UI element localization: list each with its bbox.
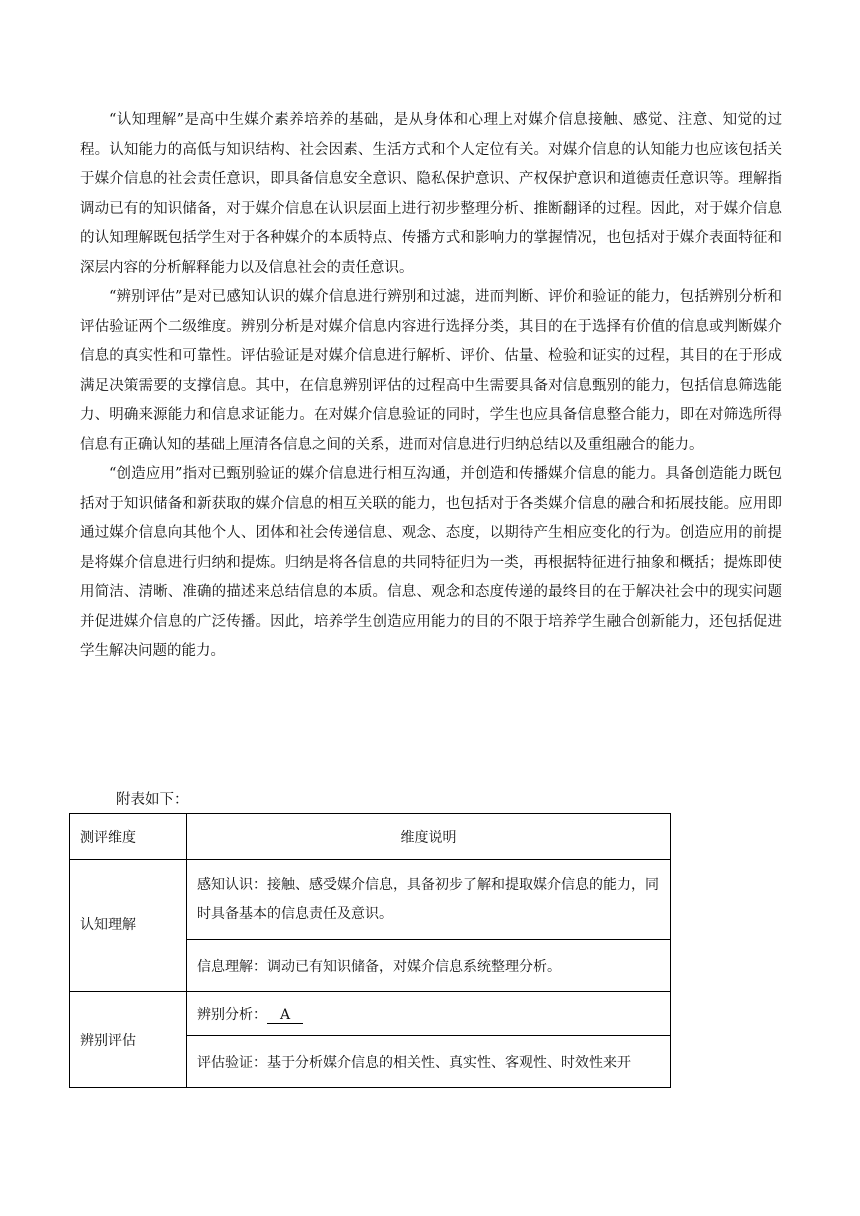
- header-dimension: 测评维度: [70, 814, 187, 860]
- paragraph-discrimination: “辨别评估”是对已感知认识的媒介信息进行辨别和过滤，进而判断、评价和验证的能力，包括辨别分析和评估验证两个二级维度。辨别分析是对媒介信息内容进行选择分类，其目的在于选择有价值的信息或判断媒介信息的真实性和可靠性。评估验证是对媒介信息进行解析、评价、估量、检验和证实的过程，其目的在于形成满足决策需要的支撑信息。其中，在信息辨别评估的过程高中生需要具备对信息甄别的能力，包括信息筛选能力、明确来源能力和信息求证能力。在对媒介信息验证的同时，学生也应具备信息整合能力，即在对筛选所得信息有正确认知的基础上厘清各信息之间的关系，进而对信息进行归纳总结以及重组融合的能力。: [80, 289, 782, 453]
- description-analysis: [187, 992, 671, 1036]
- table-row: [70, 860, 671, 940]
- dimension-cognition: 认知理解: [70, 860, 187, 992]
- table-header-row: [70, 814, 671, 860]
- dimension-discrimination: 辨别评估: [70, 992, 187, 1088]
- analysis-prefix: 辨别分析：: [197, 1006, 267, 1023]
- body-text: [80, 106, 782, 667]
- table-caption: 附表如下：: [116, 792, 189, 808]
- table-row: [70, 992, 671, 1036]
- description-perception: 感知认识：接触、感受媒介信息，具备初步了解和提取媒介信息的能力，同时具备基本的信息责任及意识。: [187, 860, 671, 940]
- description-understanding: 信息理解：调动已有知识储备，对媒介信息系统整理分析。: [187, 940, 671, 992]
- paragraph-creation: “创造应用”指对已甄别验证的媒介信息进行相互沟通，并创造和传播媒介信息的能力。具备创造能力既包括对于知识储备和新获取的媒介信息的相互关联的能力，也包括对于各类媒介信息的融合和拓展技能。应用即通过媒介信息向其他个人、团体和社会传递信息、观念、态度，以期待产生相应变化的行为。创造应用的前提是将媒介信息进行归纳和提炼。归纳是将各信息的共同特征归为一类，再根据特征进行抽象和概括；提炼即使用简洁、清晰、准确的描述来总结信息的本质。信息、观念和态度传递的最终目的在于解决社会中的现实问题并促进媒介信息的广泛传播。因此，培养学生创造应用能力的目的不限于培养学生融合创新能力，还包括促进学生解决问题的能力。: [80, 466, 782, 659]
- header-description: 维度说明: [187, 814, 671, 860]
- answer-blank: A: [267, 1007, 303, 1024]
- paragraph-cognition: “认知理解”是高中生媒介素养培养的基础，是从身体和心理上对媒介信息接触、感觉、注意、知觉的过程。认知能力的高低与知识结构、社会因素、生活方式和个人定位有关。对媒介信息的认知能力也应该包括关于媒介信息的社会责任意识，即具备信息安全意识、隐私保护意识、产权保护意识和道德责任意识等。理解指调动已有的知识储备，对于媒介信息在认识层面上进行初步整理分析、推断翻译的过程。因此，对于媒介信息的认知理解既包括学生对于各种媒介的本质特点、传播方式和影响力的掌握情况，也包括对于媒介表面特征和深层内容的分析解释能力以及信息社会的责任意识。: [80, 112, 782, 276]
- dimensions-table: [69, 813, 671, 1088]
- description-verification: 评估验证：基于分析媒介信息的相关性、真实性、客观性、时效性来开: [187, 1036, 671, 1088]
